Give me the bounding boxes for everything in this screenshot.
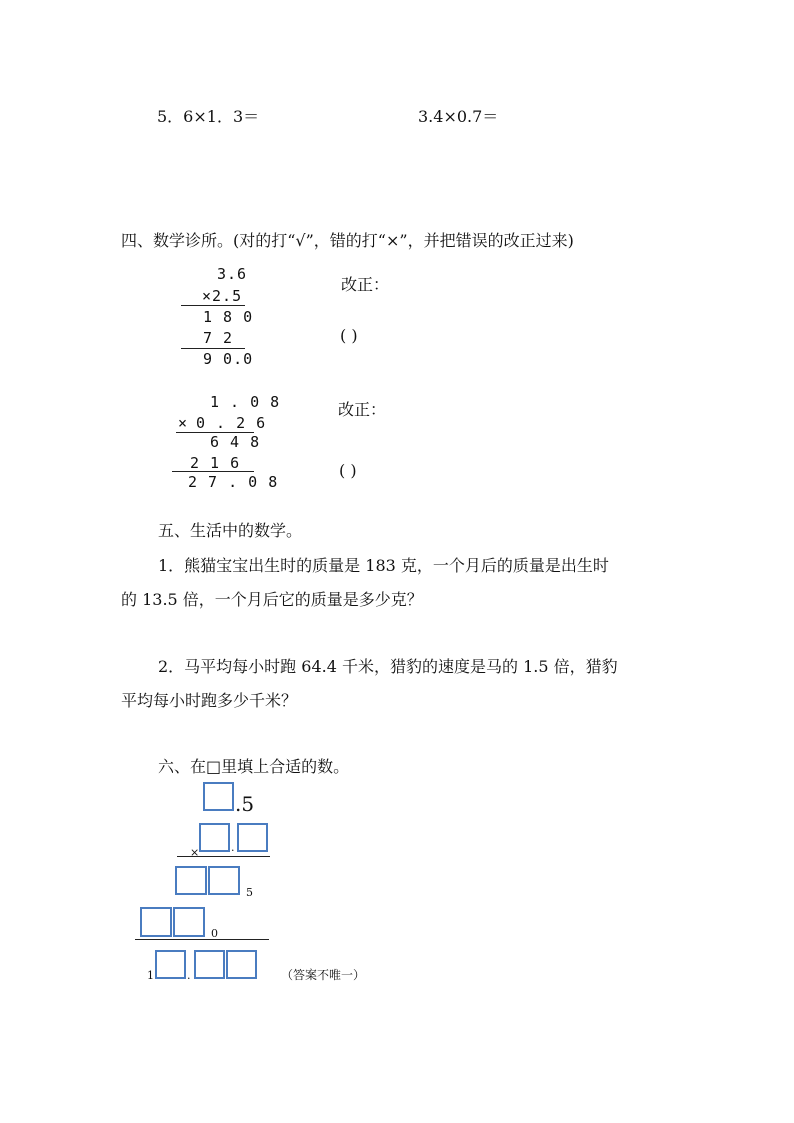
calc2-correction-label: 改正：: [338, 400, 387, 419]
answer-note: （答案不唯一）: [281, 968, 366, 982]
section6-heading: 六、在□里填上合适的数。: [158, 757, 350, 776]
calc1-line4: 7 2: [203, 329, 234, 347]
calc2-line5: 2 7 . 0 8: [188, 473, 279, 491]
question2-line2: 平均每小时跑多少千米？: [121, 691, 298, 710]
answer-box[interactable]: [199, 823, 230, 852]
row2-decimal-point: .: [231, 841, 235, 854]
answer-box[interactable]: [140, 907, 172, 937]
row2-multiply-sign: ×: [190, 846, 200, 859]
question1-line1: 1．熊猫宝宝出生时的质量是 183 克，一个月后的质量是出生时: [158, 556, 609, 575]
calc2-judge-parens[interactable]: ( ): [339, 461, 357, 480]
answer-box[interactable]: [203, 782, 234, 811]
calc2-line1: 1 . 0 8: [210, 393, 281, 411]
answer-box[interactable]: [155, 950, 186, 979]
calc2-line4: 2 1 6: [190, 454, 241, 472]
answer-box[interactable]: [173, 907, 205, 937]
answer-box[interactable]: [208, 866, 240, 895]
calc1-line3: 1 8 0: [203, 308, 254, 326]
calc1-line1: 3.6: [217, 265, 248, 283]
row1-decimal-five: .5: [235, 792, 255, 816]
question1-line2: 的 13.5 倍，一个月后它的质量是多少克？: [121, 590, 423, 609]
answer-box[interactable]: [175, 866, 207, 895]
calc2-line3: 6 4 8: [210, 433, 261, 451]
calc1-judge-parens[interactable]: ( ): [340, 326, 358, 345]
expression-2: 3.4×0.7＝: [418, 107, 499, 126]
calc1-rule-1: [181, 305, 245, 306]
expression-1: 5．6×1．3＝: [157, 107, 260, 126]
row4-digit: 0: [211, 927, 218, 940]
answer-box[interactable]: [194, 950, 225, 979]
answer-box[interactable]: [237, 823, 268, 852]
question2-line1: 2．马平均每小时跑 64.4 千米，猎豹的速度是马的 1.5 倍，猎豹: [158, 657, 618, 676]
row3-digit: 5: [246, 886, 253, 899]
answer-box[interactable]: [226, 950, 257, 979]
calc1-line2: ×2.5: [202, 287, 243, 305]
puzzle-rule-2: [135, 939, 269, 940]
section5-heading: 五、生活中的数学。: [158, 521, 303, 540]
calc1-line5: 9 0.0: [203, 350, 254, 368]
row5-decimal-point: .: [187, 969, 191, 982]
calc2-multiply-sign: ×: [178, 414, 189, 432]
row5-leading-digit: 1: [147, 969, 154, 982]
section4-heading: 四、数学诊所。(对的打“√”，错的打“×”，并把错误的改正过来): [121, 231, 574, 250]
calc2-line2: 0 . 2 6: [196, 414, 267, 432]
puzzle-rule-1: [177, 856, 270, 857]
calc1-correction-label: 改正：: [341, 275, 390, 294]
